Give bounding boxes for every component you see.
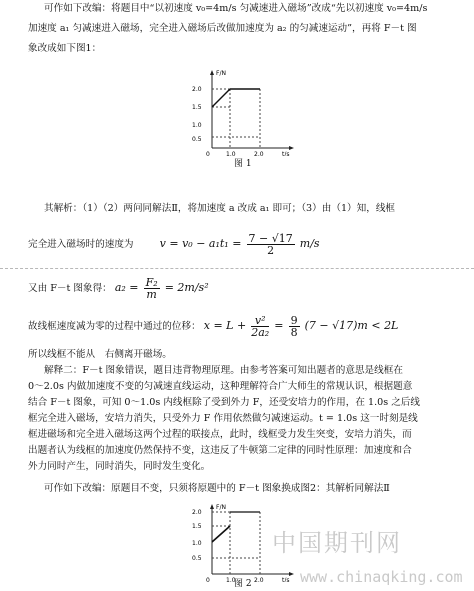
para-last: 可作如下改编：原题目不变，只须将原题中的 F－t 图象换成图2：其解析同解法Ⅱ: [44, 483, 390, 494]
fig1-ytick: 0.5: [192, 136, 202, 143]
para1-line2: 加速度 a₁ 匀减速进入磁场，完全进入磁场后改做加速度为 a₂ 的匀减速运动”，再将 F－t 图: [28, 23, 417, 34]
figure-1-graph: [186, 66, 296, 156]
fig1-xtick: 1.0: [226, 151, 236, 156]
conclusion-line: 所以线框不能从 右侧离开磁场。: [28, 349, 172, 360]
acceleration-lhs: a₂ =: [114, 281, 139, 294]
displacement-num1: v²: [251, 315, 269, 327]
displacement-rhs: (7 − √17)m < 2L: [304, 319, 399, 332]
analysis-line5: 框进磁场和完全进入磁场这两个过程的联接点，此时，线框受力发生突变，安培力消失，而: [28, 429, 412, 440]
fig2-ytick: 2.0: [192, 509, 202, 516]
fig2-ytick: 1.5: [192, 523, 202, 530]
velocity-fraction: [247, 233, 295, 256]
analysis-line3: 结合 F－t 图象，可知 0～1.0s 内线框除了受到外力 F，还受安培力的作用，在 1.0s 之后线: [28, 397, 420, 408]
analysis-line1: 解释二：F－t 图象错误，题目违背物理原理。由参考答案可知出题者的意思是线框在: [44, 365, 403, 376]
fig1-x-arrow: [289, 146, 294, 150]
solution-prefix: 完全进入磁场时的速度为: [28, 239, 134, 250]
fig2-ytick: 1.0: [192, 540, 202, 547]
watermark-chinese: 中国期刊网: [272, 529, 402, 557]
figure-1-caption: 图 1: [234, 159, 252, 169]
fig2-ytick: 0.5: [192, 555, 202, 562]
analysis-line6: 出题者认为线框的加速度仍然保持不变，这违反了牛顿第二定律的同时性原理：加速度和合: [28, 445, 412, 456]
fig1-ytick: 1.0: [192, 122, 202, 129]
figure-2-caption: 图 2: [234, 579, 252, 589]
fig2-x-arrow: [289, 572, 294, 576]
analysis-line2: 0～2.0s 内做加速度不变的匀减速直线运动，这种理解符合广大师生的常规认识，根据题意: [28, 381, 413, 392]
velocity-numerator: 7 − √17: [248, 232, 293, 245]
fig2-force-line: [212, 526, 230, 542]
solution-line2: [28, 232, 320, 257]
acceleration-line: [28, 276, 209, 301]
watermark-url: www.chinaqking.com: [300, 568, 463, 586]
solution-line1: 其解析：（1）（2）两问同解法Ⅱ，将加速度 a 改成 a₁ 即可；（3）由（1）知，线框: [44, 203, 396, 214]
displacement-prefix: 故线框速度减为零的过程中通过的位移：: [28, 321, 201, 332]
displacement-lhs: x = L +: [203, 319, 247, 332]
fig2-x-label: t/s: [282, 577, 290, 582]
analysis-line7: 外力同时产生，同时消失，同时发生变化。: [28, 461, 211, 472]
velocity-formula: v = v₀ − a₁t₁ =: [159, 237, 242, 250]
page-break-separator: [0, 268, 474, 269]
fig2-xtick: 2.0: [254, 577, 264, 582]
fig2-xtick: 1.0: [226, 577, 236, 582]
velocity-unit: m/s: [299, 237, 320, 250]
fig1-ytick: 1.5: [192, 104, 202, 111]
acceleration-numerator: F₂: [145, 276, 158, 289]
fig2-xtick: 0: [206, 577, 210, 582]
analysis-line4: 框完全进入磁场，安培力消失，只受外力 F 作用依然做匀减速运动。t = 1.0s 这一时刻是线: [28, 413, 418, 424]
acceleration-rhs: = 2m/s²: [164, 281, 209, 294]
acceleration-fraction: [144, 277, 160, 300]
fig1-x-label: t/s: [282, 151, 290, 156]
displacement-den2: 8: [290, 326, 298, 339]
displacement-line: [28, 313, 398, 340]
displacement-den1: 2a₂: [251, 326, 270, 339]
velocity-denominator: 2: [267, 244, 275, 257]
fig2-y-label: F/N: [216, 504, 226, 511]
displacement-fraction-1: [251, 315, 269, 338]
displacement-num2: 9: [290, 314, 298, 327]
fig1-xtick: 2.0: [254, 151, 264, 156]
displacement-fraction-2: [289, 315, 300, 338]
fig1-y-arrow: [210, 70, 214, 75]
acceleration-prefix: 又由 F－t 图象得：: [28, 283, 112, 294]
fig1-ytick: 2.0: [192, 86, 202, 93]
fig1-y-label: F/N: [216, 70, 226, 77]
para1-line3: 象改成如下图1：: [28, 43, 102, 54]
displacement-equals: =: [274, 319, 284, 332]
fig1-force-line: [212, 89, 230, 107]
fig2-y-arrow: [210, 504, 214, 509]
para1-line1: 可作如下改编：将题目中“以初速度 v₀=4m/s 匀减速进入磁场”改成“先以初速度 v₀=4m/s: [44, 3, 428, 14]
acceleration-denominator: m: [146, 288, 157, 301]
fig1-xtick: 0: [206, 151, 210, 156]
